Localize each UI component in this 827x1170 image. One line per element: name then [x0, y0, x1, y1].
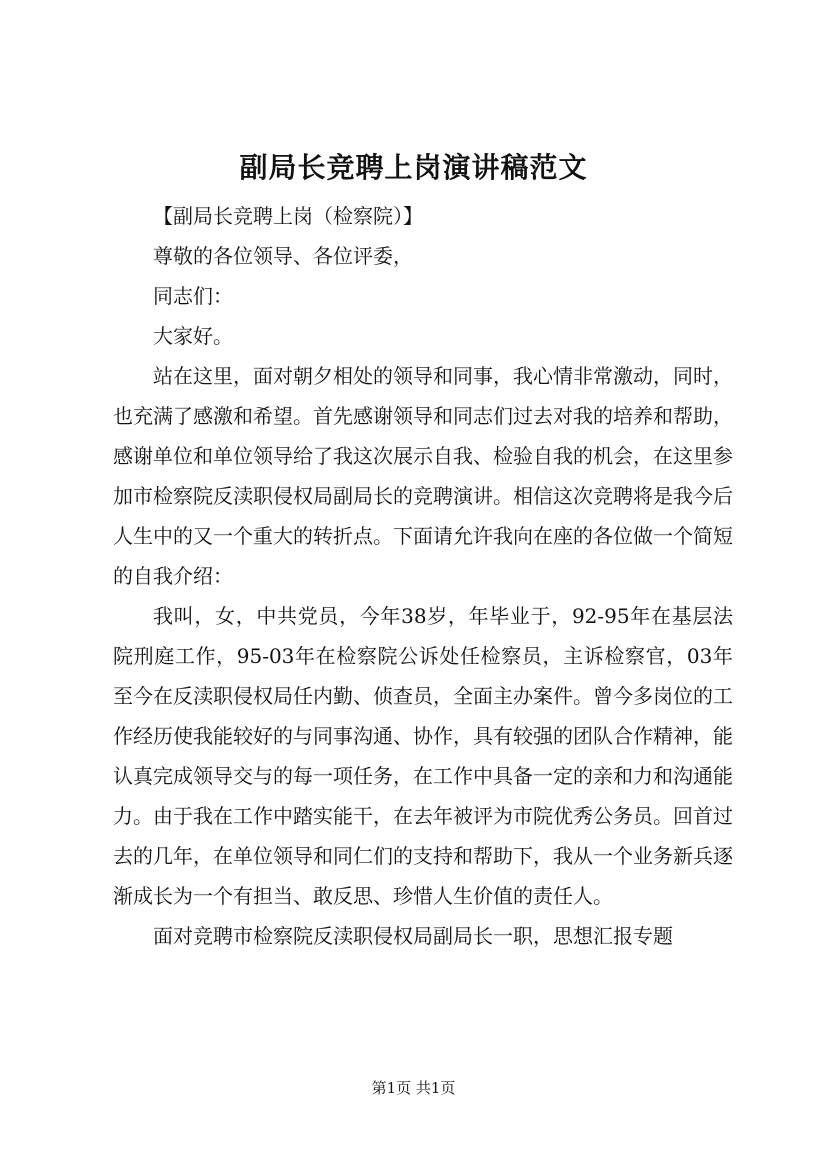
paragraph-intro: 站在这里，面对朝夕相处的领导和同事，我心情非常激动，同时，也充满了感激和希望。首先感谢领导和同志们过去对我的培养和帮助，感谢单位和单位领导给了我这次展示自我、检验自我的机会，在这里参加市检察院反渎职侵权局副局长的竞聘演讲。相信这次竞聘将是我今后人生中的又一个重大的转折点。下面请允许我向在座的各位做一个简短的自我介绍： — [113, 364, 733, 588]
paragraph-position: 面对竞聘市检察院反渎职侵权局副局长一职，思想汇报专题 — [153, 924, 673, 948]
paragraph-salutation: 尊敬的各位领导、各位评委， — [153, 244, 413, 268]
page-footer: 第1页 共1页 — [371, 1079, 456, 1097]
document-body — [113, 196, 733, 956]
paragraph-subtitle: 【副局长竞聘上岗（检察院）】 — [153, 204, 423, 228]
paragraph-comrades: 同志们： — [153, 284, 233, 308]
document-title: 副局长竞聘上岗演讲稿范文 — [239, 151, 588, 184]
paragraph-self-introduction: 我叫，女，中共党员，今年38岁，年毕业于，92-95年在基层法院刑庭工作，95-03年在检察院公诉处任检察员，主诉检察官，03年至今在反渎职侵权局任内勤、侦查员，全面主办案件。曾今多岗位的工作经历使我能较好的与同事沟通、协作，具有较强的团队合作精神，能认真完成领导交与的每一项任务，在工作中具备一定的亲和力和沟通能力。由于我在工作中踏实能干，在去年被评为市院优秀公务员。回首过去的几年，在单位领导和同仁们的支持和帮助下，我从一个业务新兵逐渐成长为一个有担当、敢反思、珍惜人生价值的责任人。 — [113, 604, 733, 908]
paragraph-greeting: 大家好。 — [153, 324, 233, 348]
